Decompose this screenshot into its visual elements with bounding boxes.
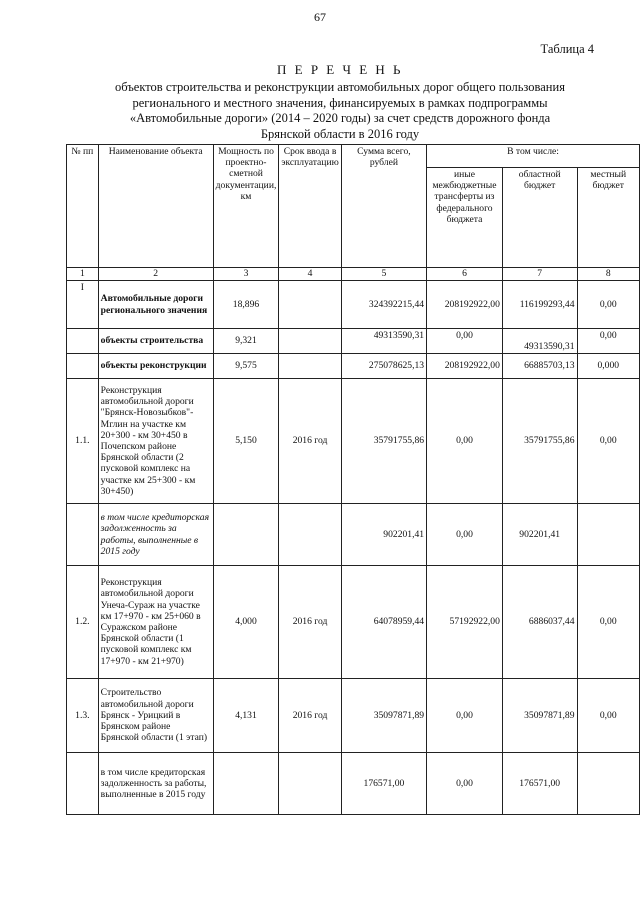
- header-name: Наименование объекта: [98, 145, 213, 268]
- row-term: [279, 329, 341, 354]
- row-name: объекты реконструкции: [98, 354, 213, 379]
- row-local: 0,00: [577, 679, 640, 753]
- row-power: [213, 504, 279, 566]
- row-inter: 208192922,00: [427, 281, 503, 329]
- row-term: 2016 год: [279, 679, 341, 753]
- table-row: [67, 566, 640, 679]
- header-local-budget: местный бюджет: [577, 168, 640, 268]
- row-name: в том числе кредиторская задолженность за работы, выполненные в 2015 году: [98, 504, 213, 566]
- row-regional: 35791755,86: [502, 379, 577, 504]
- header-regional-budget: областной бюджет: [502, 168, 577, 268]
- row-name: Реконструкция автомобильной дороги Унеча-Сураж на участке км 17+970 - км 25+060 в Суражском районе Брянской области (1 пусковой комплекс км 17+970 - км 21+970): [98, 566, 213, 679]
- row-term: [279, 753, 341, 815]
- row-num: [67, 753, 99, 815]
- row-term: [279, 354, 341, 379]
- row-name: Строительство автомобильной дороги Брянск - Урицкий в Брянском районе Брянской области (1 этап): [98, 679, 213, 753]
- row-inter: 0,00: [427, 753, 503, 815]
- table-label: Таблица 4: [540, 42, 594, 56]
- table-row: [67, 379, 640, 504]
- column-number: 3: [213, 268, 279, 281]
- row-regional: 902201,41: [502, 504, 577, 566]
- title-line: регионального и местного значения, финансируемых в рамках подпрограммы: [132, 95, 548, 110]
- column-number: 7: [502, 268, 577, 281]
- row-power: 18,896: [213, 281, 279, 329]
- row-sum: 902201,41: [341, 504, 426, 566]
- row-local: 0,000: [577, 354, 640, 379]
- row-regional: 116199293,44: [502, 281, 577, 329]
- row-inter: 208192922,00: [427, 354, 503, 379]
- row-term: [279, 504, 341, 566]
- row-sum: 64078959,44: [341, 566, 426, 679]
- page-number: 67: [314, 10, 326, 24]
- row-local: 0,00: [577, 329, 640, 354]
- row-num: [67, 504, 99, 566]
- row-num: [67, 329, 99, 354]
- row-sum: 35791755,86: [341, 379, 426, 504]
- document-title: [60, 62, 620, 142]
- row-local: 0,00: [577, 379, 640, 504]
- title-line: Брянской области в 2016 году: [260, 126, 420, 141]
- table-row: [67, 504, 640, 566]
- row-name: Реконструкция автомобильной дороги "Брянск-Новозыбков"-Мглин на участке км 20+300 - км 30+450 в Почепском районе Брянской области (2 пусковой комплекс на участке км 25+300 - км 30+450): [98, 379, 213, 504]
- row-term: 2016 год: [279, 566, 341, 679]
- header-including: В том числе:: [427, 145, 640, 168]
- row-sum: 176571,00: [341, 753, 426, 815]
- row-power: 9,321: [213, 329, 279, 354]
- row-sum: 324392215,44: [341, 281, 426, 329]
- row-num: [67, 354, 99, 379]
- row-power: 9,575: [213, 354, 279, 379]
- row-num: 1.1.: [67, 379, 99, 504]
- row-regional: 176571,00: [502, 753, 577, 815]
- row-regional: 6886037,44: [502, 566, 577, 679]
- row-regional: 49313590,31: [502, 329, 577, 354]
- row-sum: 35097871,89: [341, 679, 426, 753]
- title-line: «Автомобильные дороги» (2014 – 2020 годы) за счет средств дорожного фонда: [129, 111, 551, 125]
- row-num: 1.2.: [67, 566, 99, 679]
- row-inter: 57192922,00: [427, 566, 503, 679]
- table-row: [67, 329, 640, 354]
- row-power: 4,000: [213, 566, 279, 679]
- row-regional: 66885703,13: [502, 354, 577, 379]
- row-inter: 0,00: [427, 504, 503, 566]
- header-power: Мощность по проектно-сметной документации, км: [213, 145, 279, 268]
- header-inter-transfers: иные межбюджетные трансферты из федерального бюджета: [427, 168, 503, 268]
- title-line: объектов строительства и реконструкции автомобильных дорог общего пользования: [115, 80, 565, 94]
- row-name: Автомобильные дороги регионального значения: [98, 281, 213, 329]
- column-number: 4: [279, 268, 341, 281]
- row-inter: 0,00: [427, 679, 503, 753]
- objects-table: [66, 144, 640, 815]
- column-number: 1: [67, 268, 99, 281]
- row-term: 2016 год: [279, 379, 341, 504]
- row-power: 5,150: [213, 379, 279, 504]
- row-num: 1.3.: [67, 679, 99, 753]
- column-number: 6: [427, 268, 503, 281]
- row-name: объекты строительства: [98, 329, 213, 354]
- row-local: 0,00: [577, 566, 640, 679]
- row-inter: 0,00: [427, 379, 503, 504]
- row-power: [213, 753, 279, 815]
- table-row: [67, 753, 640, 815]
- row-local: [577, 753, 640, 815]
- table-row: [67, 281, 640, 329]
- header-term: Срок ввода в эксплуатацию: [279, 145, 341, 268]
- header-sum: Сумма всего, рублей: [341, 145, 426, 268]
- table-row: [67, 354, 640, 379]
- column-number: 5: [341, 268, 426, 281]
- row-sum: 275078625,13: [341, 354, 426, 379]
- row-num: I: [67, 281, 99, 329]
- header-num: № пп: [67, 145, 99, 268]
- row-sum: 49313590,31: [341, 329, 426, 354]
- row-name: в том числе кредиторская задолженность за работы, выполненные в 2015 году: [98, 753, 213, 815]
- table-row: [67, 679, 640, 753]
- row-regional: 35097871,89: [502, 679, 577, 753]
- column-numbers-row: [67, 268, 640, 281]
- title-heading: П Е Р Е Ч Е Н Ь: [277, 62, 403, 77]
- row-term: [279, 281, 341, 329]
- row-local: 0,00: [577, 281, 640, 329]
- row-power: 4,131: [213, 679, 279, 753]
- column-number: 8: [577, 268, 640, 281]
- column-number: 2: [98, 268, 213, 281]
- row-local: [577, 504, 640, 566]
- row-inter: 0,00: [427, 329, 503, 354]
